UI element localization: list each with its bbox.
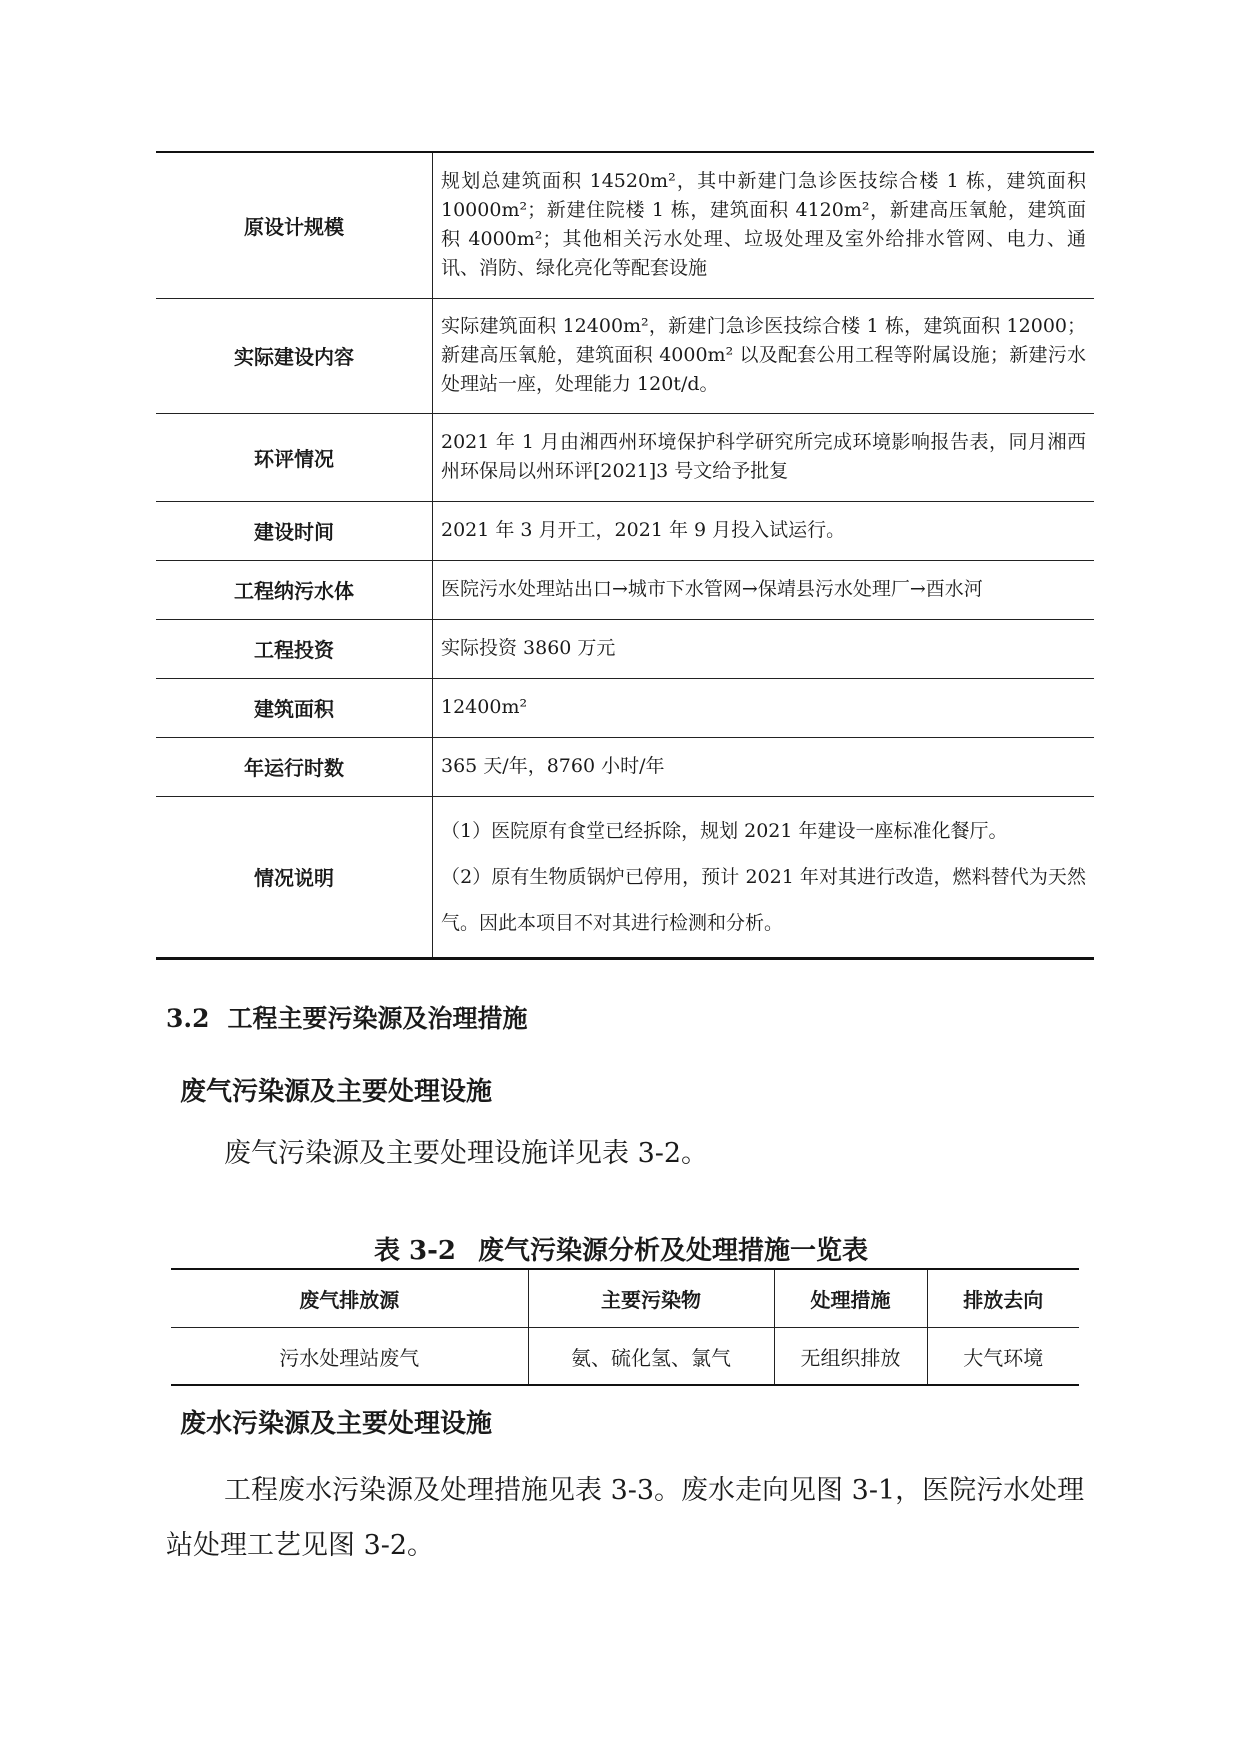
table-cell: 污水处理站废气: [171, 1328, 528, 1386]
row-value-text: 365 天/年，8760 小时/年: [441, 755, 665, 777]
note-item: （1）医院原有食堂已经拆除，规划 2021 年建设一座标准化餐厅。: [441, 819, 1008, 842]
table-cell: 大气环境: [927, 1328, 1079, 1386]
table-row: [156, 413, 1094, 501]
column-header: 处理措施: [774, 1269, 927, 1328]
project-info-table: [156, 151, 1094, 960]
waste-gas-table: [171, 1268, 1079, 1386]
table-row: [156, 152, 1094, 298]
row-value: [433, 298, 1095, 413]
row-value-text: 实际投资 3860 万元: [441, 637, 616, 659]
row-value: [433, 796, 1095, 958]
waste-gas-paragraph: 废气污染源及主要处理设施详见表 3-2。: [224, 1138, 709, 1169]
table-caption-number: 表 3-2: [373, 1236, 456, 1266]
row-value: [433, 737, 1095, 796]
row-value: [433, 413, 1095, 501]
row-value: [433, 619, 1095, 678]
row-label: 实际建设内容: [156, 298, 433, 413]
section-heading: [166, 999, 528, 1035]
row-value-text: 医院污水处理站出口→城市下水管网→保靖县污水处理厂→酉水河: [441, 578, 983, 600]
column-header: 排放去向: [927, 1269, 1079, 1328]
table-row: [156, 560, 1094, 619]
note-item: （2）原有生物质锅炉已停用，预计 2021 年对其进行改造，燃料替代为天然气。因此本项目不对其进行检测和分析。: [441, 865, 1086, 934]
table-row: [156, 678, 1094, 737]
table-caption: [0, 1230, 1242, 1267]
table-cell: 无组织排放: [774, 1328, 927, 1386]
row-value: [433, 152, 1095, 298]
section-number: 3.2: [166, 1004, 210, 1033]
row-label: 年运行时数: [156, 737, 433, 796]
row-label: 工程纳污水体: [156, 560, 433, 619]
column-header: 主要污染物: [528, 1269, 774, 1328]
waste-gas-heading: 废气污染源及主要处理设施: [180, 1077, 493, 1107]
section-title: 工程主要污染源及治理措施: [227, 1004, 528, 1033]
waste-water-paragraph: 工程废水污染源及处理措施见表 3-3。废水走向见图 3-1，医院污水处理站处理工艺见图 3-2。: [166, 1475, 1085, 1561]
table-row: [156, 737, 1094, 796]
row-value: [433, 560, 1095, 619]
waste-water-heading: 废水污染源及主要处理设施: [180, 1409, 493, 1439]
row-value-text: 规划总建筑面积 14520m²，其中新建门急诊医技综合楼 1 栋，建筑面积 10000m²；新建住院楼 1 栋，建筑面积 4120m²，新建高压氧舱，建筑面积 4000m²；其他相关污水处理、垃圾处理及室外给排水管网、电力、通讯、消防、绿化亮化等配套设施: [441, 170, 1086, 280]
row-value-text: 2021 年 1 月由湘西州环境保护科学研究所完成环境影响报告表，同月湘西州环保局以州环评[2021]3 号文给予批复: [441, 431, 1086, 482]
row-label: 环评情况: [156, 413, 433, 501]
row-label: 建筑面积: [156, 678, 433, 737]
row-value: [433, 501, 1095, 560]
table-row: [156, 796, 1094, 958]
row-label: 原设计规模: [156, 152, 433, 298]
table-row: [156, 501, 1094, 560]
row-value-text: 实际建筑面积 12400m²，新建门急诊医技综合楼 1 栋，建筑面积 12000；新建高压氧舱，建筑面积 4000m² 以及配套公用工程等附属设施；新建污水处理站一座，处理能力 120t/d。: [441, 315, 1086, 395]
row-label: 建设时间: [156, 501, 433, 560]
table-row: [156, 298, 1094, 413]
table-caption-title: 废气污染源分析及处理措施一览表: [478, 1236, 869, 1266]
table-header-row: [171, 1269, 1079, 1328]
row-label: 工程投资: [156, 619, 433, 678]
table-row: [171, 1328, 1079, 1386]
row-value: [433, 678, 1095, 737]
column-header: 废气排放源: [171, 1269, 528, 1328]
row-label: 情况说明: [156, 796, 433, 958]
row-value-text: 12400m²: [441, 696, 528, 718]
table-cell: 氨、硫化氢、氯气: [528, 1328, 774, 1386]
row-value-text: 2021 年 3 月开工，2021 年 9 月投入试运行。: [441, 519, 846, 541]
table-row: [156, 619, 1094, 678]
